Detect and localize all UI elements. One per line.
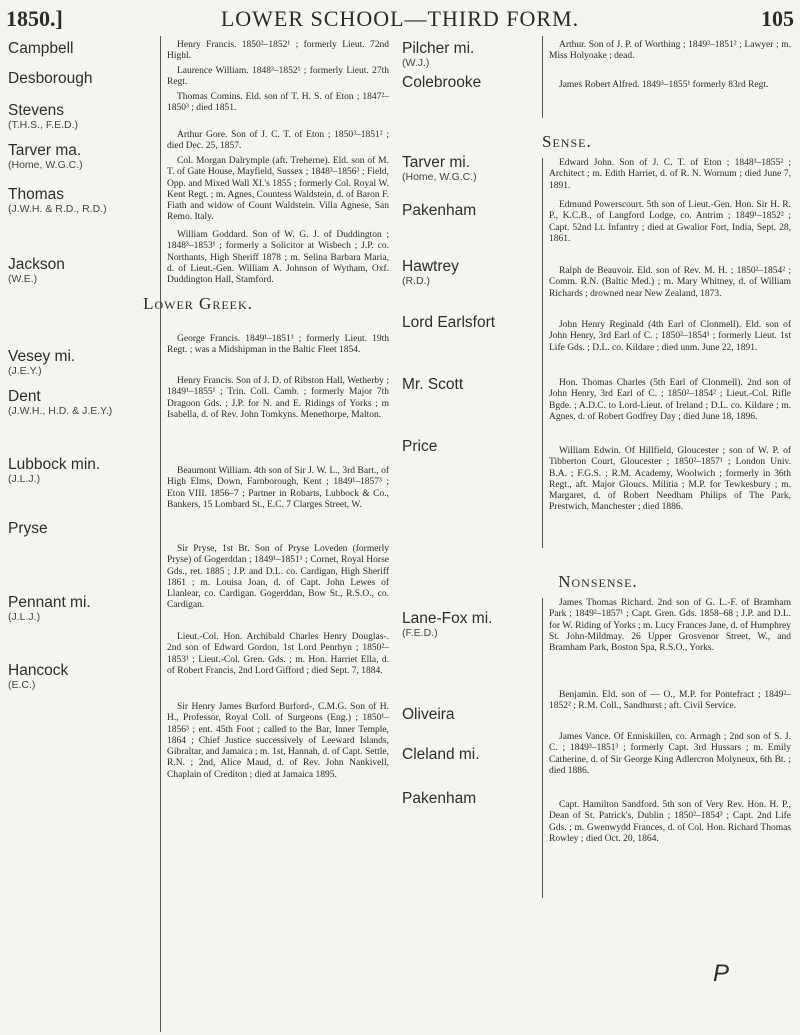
- name-label: Tarver ma. (Home, W.G.C.): [8, 142, 83, 171]
- name-label: Tarver mi. (Home, W.G.C.): [402, 154, 477, 183]
- section-heading: Nonsense.: [558, 572, 638, 591]
- entry-text: Laurence William. 1848³–1852¹ ; formerly Lieut. 27th Regt.: [167, 66, 389, 88]
- right-entry-column: [542, 36, 791, 118]
- left-entry-column-2: [160, 332, 389, 1032]
- page-year: 1850.]: [6, 6, 63, 31]
- page-number: 105: [761, 6, 794, 31]
- entry-text: Capt. Hamilton Sandford. 5th son of Very Rev. Hon. H. P., Dean of St. Patrick's, Dublin ; 1850²–1854³ ; Capt. 2nd Life Gds. ; m. Gwenwydd Frances, d. of Col. Hon. Richard Thomas Rowley ; died Oct. 20, 1864.: [549, 800, 791, 844]
- entry-text: William Edwin. Of Hillfield, Gloucester ; son of W. P. of Tibberton Court, Gloucester ; 1850²–1857¹ ; London Univ. B.A. ; F.G.S. ; R.M. Academy, Woolwich ; formerly in 36th Regt., aft. Major Gloucs. Militia ; M.P. for Tewkesbury ; m. Margaret, d. of Robert Needham Philips of The Park, Prestwich, Manchester ; died 1886.: [549, 446, 791, 513]
- entry-text: Sir Pryse, 1st Bt. Son of Pryse Loveden (formerly Pryse) of Gogerddan ; 1849¹–1851¹ ; Cornet, Royal Horse Gds., ret. 1885 ; J.P. and D.L. co. Cardigan, High Sheriff 1861 ; m. Louisa Joan, d. of Capt. John Lewes of Llanlear, co. Cardigan. Gogerddan, Bow St., R.S.O., co. Cardigan.: [167, 544, 389, 611]
- name-label: Pilcher mi. (W.J.): [402, 40, 475, 69]
- name-label: Colebrooke: [402, 74, 482, 91]
- entry-text: Edward John. Son of J. C. T. of Eton ; 1848³–1855² ; Architect ; m. Edith Harriet, d. of R. N. Wornum ; died June 7, 1891.: [549, 158, 791, 191]
- signature-mark: P: [713, 960, 730, 987]
- entry-text: Arthur. Son of J. P. of Worthing ; 1849³–1851² ; Lawyer ; m. Miss Holyoake ; dead.: [549, 40, 791, 62]
- entry-text: James Robert Alfred. 1849³–1855¹ formerly 83rd Regt.: [559, 80, 769, 90]
- entry-text: George Francis. 1849¹–1851³ ; formerly Lieut. 19th Regt. ; was a Midshipman in the Baltic Fleet 1854.: [167, 334, 389, 356]
- name-label: Lubbock min. (J.L.J.): [8, 456, 101, 485]
- entry-text: Hon. Thomas Charles (5th Earl of Clonmell). 2nd son of John Henry, 3rd Earl of C. ; 1850²–1854² ; Lieut.-Col. Rifle Bgde. ; A.D.C. to Lord-Lieut. of Ireland ; D.L. co. Kildare ; m. Agnes, d. of Robert Godfrey Day ; died June 18, 1896.: [549, 378, 791, 422]
- entry-text: Henry Francis. 1850²–1852¹ ; formerly Lieut. 72nd Highl.: [167, 40, 389, 62]
- name-label: Stevens (T.H.S., F.E.D.): [8, 102, 79, 131]
- entry-text: Lieut.-Col. Hon. Archibald Charles Henry Douglas-. 2nd son of Edward Gordon, 1st Lord Penrhyn ; 1850²–1853¹ ; Lieut.-Col. Gren. Gds. ; m. Hon. Harriet Ella, d. of Robert Francis, 2nd Lord Gifford ; died Sept. 7, 1884.: [167, 632, 389, 676]
- name-label: Campbell: [8, 40, 74, 57]
- page-title: LOWER SCHOOL—THIRD FORM.: [220, 6, 580, 31]
- entry-text: Henry Francis. Son of J. D. of Ribston Hall, Wetherby ; 1849¹–1855¹ ; Trin. Coll. Camb. ; formerly Major 7th Dragoon Gds. ; J.P. for N. and E. Ridings of Yorks ; m Isabella, d. of Rev. John Tomkyns. Menethorpe, Malton.: [167, 376, 389, 420]
- entry-text: James Thomas Richard. 2nd son of G. L.-F. of Bramham Park ; 1849²–1857¹ ; Capt. Gren. Gds. 1858–68 ; J.P. and D.L. for W. Riding of Yorks ; m. Lucy Frances Jane, d. of Humphrey St. John-Mildmay. 26 Upper Grosvenor Street, W., and Bramham Park, Boston Spa, R.S.O., Yorks.: [549, 598, 791, 654]
- name-label: Thomas (J.W.H. & R.D., R.D.): [8, 186, 107, 215]
- entry-text: Thomas Comins. Eld. son of T. H. S. of Eton ; 1847²–1850³ ; died 1851.: [167, 92, 389, 114]
- right-half: [402, 36, 794, 1032]
- entry-text: Sir Henry James Burford Burford-, C.M.G. Son of H. H., Professor, Royal Coll. of Surgeons (Eng.) ; 1850¹–1856³ ; ent. 45th Foot ; called to the Bar, Inner Temple, 1864 ; Chief Justice successively of Leeward Islands, Gibraltar, and Jamaica ; m. 1st, Hannah, d. of Capt. Settle, R.N. ; 2nd, Alice Maud, d. of Rev. John Nankivell, Chaplain of Crediton ; died at Jamaica 1895.: [167, 702, 389, 780]
- right-entry-column-3: [542, 598, 791, 898]
- name-label: Oliveira: [402, 706, 455, 723]
- entry-text: John Henry Reginald (4th Earl of Clonmell). Eld. son of John Henry, 3rd Earl of C. ; 1850²–1854¹ ; formerly Lieut. 1st Life Gds. ; D.L. co. Kildare ; died unm. June 22, 1891.: [549, 320, 791, 353]
- name-label: Lord Earlsfort: [402, 314, 496, 331]
- name-label: Pryse: [8, 520, 48, 537]
- name-label: Pakenham: [402, 202, 477, 219]
- entry-text: Beaumont William. 4th son of Sir J. W. L., 3rd Bart., of High Elms, Down, Farnborough, Kent ; 1849¹–1857³ ; Eton VIII. 1856–7 ; Partner in Robarts, Lubbock & Co., Bankers, 15 Lombard St., E.C. 7 Clarges Street, W.: [167, 466, 389, 510]
- entry-text: Arthur Gore. Son of J. C. T. of Eton ; 1850³–1851² ; died Dec. 25, 1857.: [167, 130, 389, 152]
- entry-text: Ralph de Beauvoir. Eld. son of Rev. M. H. ; 1850²–1854² ; Comm. R.N. (Baltic Med.) ; m. Mary Whitney, d. of William Richards ; drowned near New Zealand, 1873.: [549, 266, 791, 299]
- name-label: Jackson (W.E.): [8, 256, 65, 285]
- name-label: Price: [402, 438, 438, 455]
- name-label: Pennant mi. (J.L.J.): [8, 594, 91, 623]
- running-head: [6, 6, 794, 32]
- name-label: Pakenham: [402, 790, 477, 807]
- name-label: Cleland mi.: [402, 746, 480, 763]
- section-heading: Lower Greek.: [143, 294, 253, 313]
- entry-text: Benjamin. Eld. son of — O., M.P. for Pontefract ; 1849²–1852² ; R.M. Coll., Sandhurst ; aft. Civil Service.: [549, 690, 791, 712]
- name-label: Vesey mi. (J.E.Y.): [8, 348, 76, 377]
- name-label: Dent (J.W.H., H.D. & J.E.Y.): [8, 388, 113, 417]
- left-name-column: [8, 36, 120, 1032]
- right-entry-column-2: [542, 158, 791, 548]
- name-label: Hancock (E.C.): [8, 662, 69, 691]
- name-label: Mr. Scott: [402, 376, 464, 393]
- name-label: Hawtrey (R.D.): [402, 258, 459, 287]
- name-label: Desborough: [8, 70, 93, 87]
- entry-text: James Vance. Of Enniskillen, co. Armagh ; 2nd son of S. J. C. ; 1849³–1851³ ; formerly Capt. 3rd Hussars ; m. Emily Catherine, d. of Sir George King Adlercron Molyneux, 6th Bt. ; died 1886.: [549, 732, 791, 776]
- right-name-column: [402, 36, 514, 1032]
- entry-text: Col. Morgan Dalrymple (aft. Treherne). Eld. son of M. T. of Gate House, Mayfield, Sussex ; 1848³–1856³ ; Field, Opp. and Mixed Wall XI.'s 1855 ; formerly Col. Royal W. Kent Regt. ; m. Agnes, Countess Waldstein, d. of Baron F. Fiath and widow of Count Waldstein. Villa Agnese, San Remo. Italy.: [167, 156, 389, 223]
- section-heading: Sense.: [542, 132, 592, 151]
- left-half: [8, 36, 393, 1032]
- entry-text: William Goddard. Son of W. G. J. of Duddington ; 1848³–1853¹ ; formerly a Solicitor at Wisbech ; J.P. co. Northants, High Sheriff 1878 ; m. Selina Barbara Maria, d. of Lieut.-Gen. William A. Johnson of Wytham, Oxf. Duddington Hall, Stamford.: [167, 230, 389, 286]
- name-label: Lane-Fox mi. (F.E.D.): [402, 610, 493, 639]
- entry-text: Edmund Powerscourt. 5th son of Lieut.-Gen. Hon. Sir H. R. P., K.C.B., of Langford Lodge, co. Antrim ; 1849¹–1852² ; Capt. 52nd Lt. Infantry ; died at Gwalior Fort, India, Sept. 28, 1861.: [549, 200, 791, 244]
